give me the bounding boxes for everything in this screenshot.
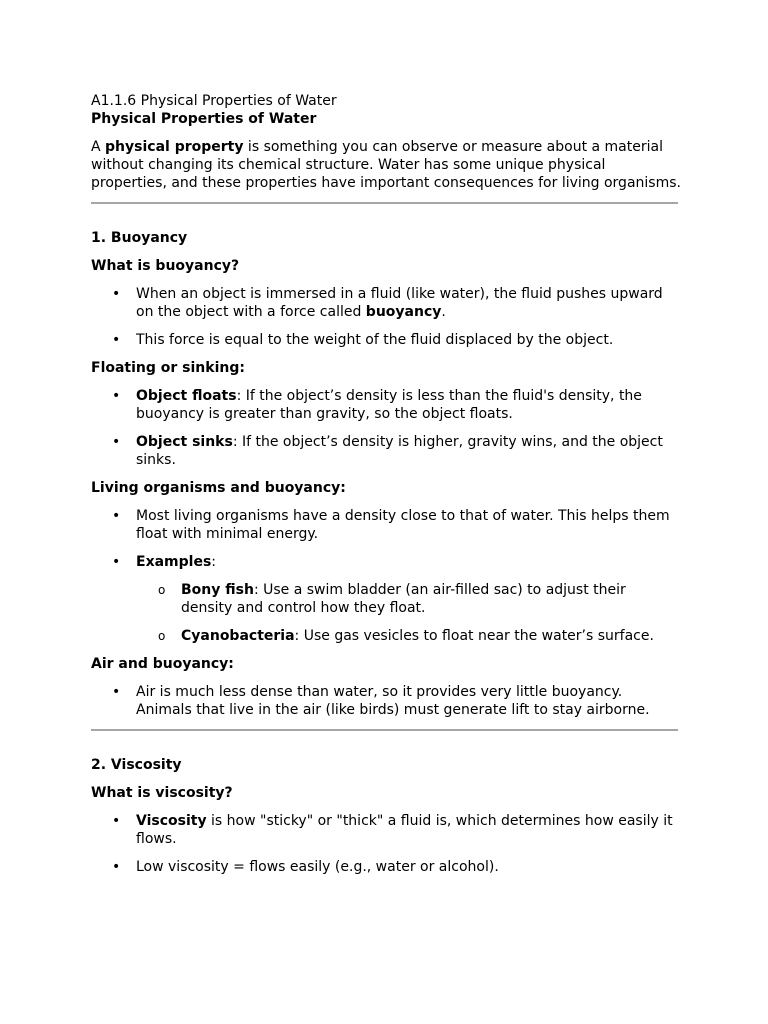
sub-bullet-icon: o: [158, 629, 166, 643]
document-body: [91, 92, 681, 876]
bullet-icon: •: [112, 508, 121, 524]
term-cyanobacteria: Cyanobacteria: [181, 628, 295, 644]
bullet-icon: •: [112, 332, 121, 348]
term-buoyancy: buoyancy: [365, 304, 442, 320]
list-item: • Object sinks: If the object’s density is higher, gravity wins, and the object sinks.: [112, 434, 663, 468]
bullet-list: [91, 812, 681, 876]
list-item: • Low viscosity = flows easily (e.g., water or alcohol).: [112, 859, 499, 875]
term-examples: Examples: [136, 554, 212, 570]
bullet-list: [91, 387, 681, 469]
section-divider: [91, 202, 678, 204]
section-title-buoyancy: 1. Buoyancy: [91, 230, 188, 246]
list-item: • Object floats: If the object’s density is less than the fluid's density, the buoyancy is greater than gravity, so the object floats.: [112, 388, 642, 422]
subheading-living-organisms: Living organisms and buoyancy:: [91, 480, 346, 496]
list-item: • Most living organisms have a density close to that of water. This helps them float with minimal energy.: [112, 508, 670, 542]
sub-bullet-list: [91, 581, 681, 645]
bullet-list: [91, 507, 681, 645]
intro-term-physical-property: physical property: [105, 139, 244, 155]
intro-paragraph: [91, 138, 681, 192]
bullet-icon: •: [112, 813, 121, 829]
bullet-icon: •: [112, 286, 121, 302]
document-title: A1.1.6 Physical Properties of Water: [91, 93, 337, 109]
term-bony-fish: Bony fish: [181, 582, 254, 598]
term-viscosity: Viscosity: [136, 813, 207, 829]
list-item: • Air is much less dense than water, so it provides very little buoyancy. Animals that live in the air (like birds) must generate lift to stay airborne.: [112, 684, 650, 718]
section-title-viscosity: 2. Viscosity: [91, 757, 182, 773]
list-item: • When an object is immersed in a fluid (like water), the fluid pushes upward on the object with a force called buoyancy.: [112, 286, 663, 320]
bullet-icon: •: [112, 859, 121, 875]
intro-text-post: is something you can observe or measure about a material without changing its chemical structure. Water has some unique physical properties, and these properties have important consequences for living organisms.: [91, 139, 681, 191]
subheading-what-is-viscosity: What is viscosity?: [91, 785, 233, 801]
term-object-sinks: Object sinks: [136, 434, 233, 450]
bullet-list: [91, 285, 681, 349]
bullet-icon: •: [112, 388, 121, 404]
intro-text-pre: A: [91, 139, 106, 155]
list-item: • This force is equal to the weight of the fluid displaced by the object.: [112, 332, 614, 348]
bullet-icon: •: [112, 554, 121, 570]
subheading-what-is-buoyancy: What is buoyancy?: [91, 258, 240, 274]
subheading-air-and-buoyancy: Air and buoyancy:: [91, 656, 234, 672]
intro-heading: Physical Properties of Water: [91, 111, 317, 127]
list-item: • Viscosity is how "sticky" or "thick" a fluid is, which determines how easily it flows.: [112, 813, 673, 847]
sub-list-item: o Bony fish: Use a swim bladder (an air-filled sac) to adjust their density and control how they float.: [158, 582, 626, 616]
sub-bullet-icon: o: [158, 583, 166, 597]
bullet-icon: •: [112, 684, 121, 700]
term-object-floats: Object floats: [136, 388, 237, 404]
sub-list-item: o Cyanobacteria: Use gas vesicles to float near the water’s surface.: [158, 628, 654, 644]
bullet-icon: •: [112, 434, 121, 450]
list-item: • Examples: o Bony fish: Use a swim bladder (an air-filled sac) to adjust their density and control how they float. o Cyanobacteria: Use gas vesicles to float near the water’s surface.: [91, 553, 681, 645]
section-divider: [91, 729, 678, 731]
bullet-list: [91, 683, 681, 719]
subheading-floating-or-sinking: Floating or sinking:: [91, 360, 245, 376]
